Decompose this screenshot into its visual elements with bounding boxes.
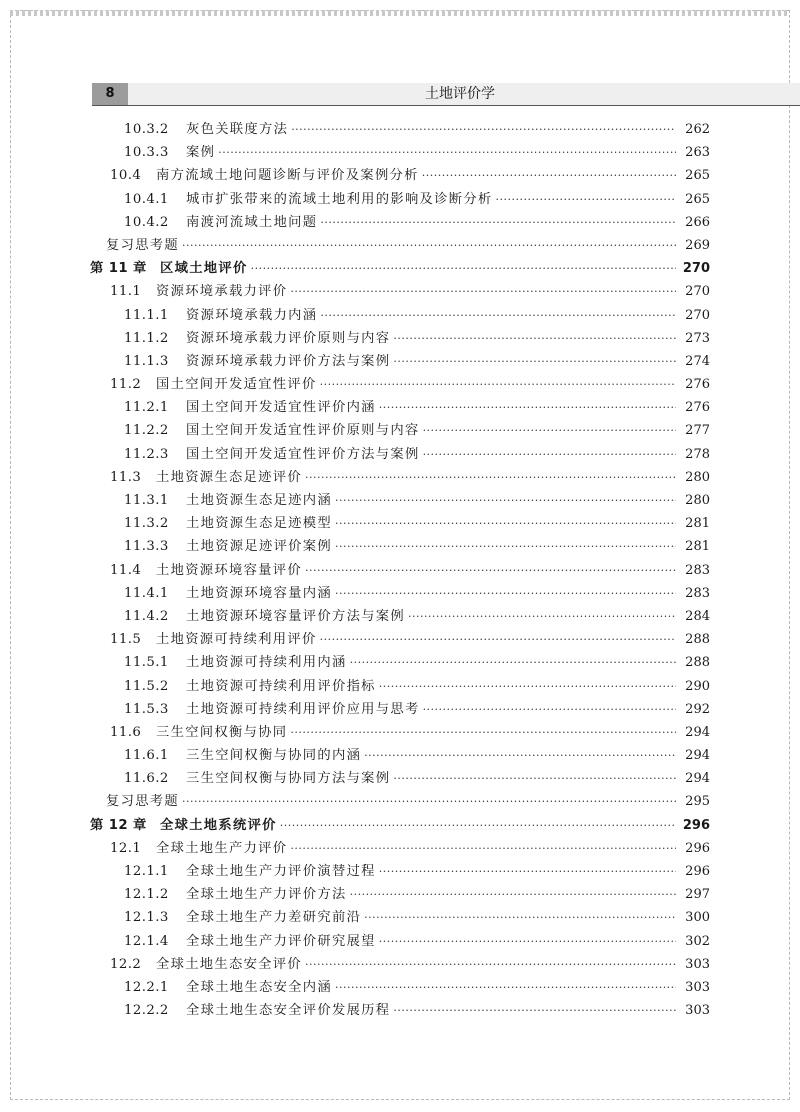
toc-entry-page: 265 xyxy=(685,191,710,207)
toc-entry-title: 全球土地生产力差研究前沿 xyxy=(186,910,362,926)
dot-leader xyxy=(218,141,676,164)
dot-leader xyxy=(335,976,676,999)
dot-leader xyxy=(320,373,676,396)
dot-leader xyxy=(335,582,676,605)
toc-entry-page: 278 xyxy=(685,446,710,462)
toc-entry-page: 280 xyxy=(685,493,710,508)
toc-entry-title: 国土空间开发适宜性评价 xyxy=(156,377,317,393)
toc-entry-title: 土地资源可持续利用评价应用与思考 xyxy=(186,701,420,717)
dot-leader xyxy=(393,350,676,373)
dot-leader xyxy=(182,234,676,257)
toc-entry[interactable] xyxy=(90,118,710,141)
toc-entry-number: 11.1.3 xyxy=(124,353,169,369)
dot-leader xyxy=(320,304,676,327)
toc-entry-page: 265 xyxy=(685,168,710,184)
toc-entry-title: 土地资源生态足迹评价 xyxy=(156,469,302,485)
toc-chapter-entry[interactable] xyxy=(90,257,710,280)
dot-leader xyxy=(291,118,676,141)
dot-leader xyxy=(290,721,676,744)
toc-entry-page: 270 xyxy=(685,307,710,323)
toc-entry-title: 全球土地生产力评价 xyxy=(156,840,288,856)
toc-entry[interactable] xyxy=(90,304,710,327)
toc-entry[interactable] xyxy=(90,419,710,442)
toc-entry-title: 全球土地生产力评价方法 xyxy=(186,887,347,903)
toc-entry-number: 11.5.1 xyxy=(124,655,169,671)
page-top-edge xyxy=(10,10,790,16)
dot-leader xyxy=(335,512,676,535)
toc-entry-number: 11.6.1 xyxy=(124,748,169,764)
dot-leader xyxy=(408,605,676,628)
toc-entry-number: 10.4.1 xyxy=(124,191,169,207)
toc-entry[interactable] xyxy=(90,628,710,651)
dot-leader xyxy=(182,790,676,813)
dot-leader xyxy=(320,211,676,234)
dot-leader xyxy=(350,651,676,674)
toc-entry[interactable] xyxy=(90,999,710,1022)
toc-entry[interactable] xyxy=(90,790,710,813)
toc-entry-title: 土地资源生态足迹模型 xyxy=(186,516,332,532)
toc-entry-page: 288 xyxy=(685,655,710,671)
toc-entry-title: 国土空间开发适宜性评价原则与内容 xyxy=(186,423,420,439)
toc-entry-page: 296 xyxy=(685,840,710,856)
table-of-contents xyxy=(90,118,710,1022)
toc-entry-title: 土地资源生态足迹内涵 xyxy=(186,493,332,508)
toc-entry-page: 302 xyxy=(685,933,710,949)
toc-entry-number: 10.4 xyxy=(110,168,142,184)
toc-entry[interactable] xyxy=(90,512,710,535)
toc-entry-number: 11.4 xyxy=(110,562,142,578)
toc-entry-page: 294 xyxy=(685,724,710,740)
toc-entry-page: 284 xyxy=(685,608,710,624)
toc-entry[interactable] xyxy=(90,930,710,953)
toc-entry[interactable] xyxy=(90,605,710,628)
toc-entry-page: 276 xyxy=(685,377,710,393)
toc-entry-number: 12.2.2 xyxy=(124,1003,169,1019)
dot-leader xyxy=(290,280,676,303)
toc-entry-title: 三生空间权衡与协同方法与案例 xyxy=(186,771,391,787)
toc-entry-page: 288 xyxy=(685,632,710,648)
book-title: 土地评价学 xyxy=(425,86,495,102)
toc-entry-number: 11.1 xyxy=(110,284,142,300)
dot-leader xyxy=(305,559,676,582)
toc-entry-title: 全球土地系统评价 xyxy=(160,817,277,833)
toc-entry-title: 土地资源可持续利用评价 xyxy=(156,632,317,648)
toc-entry-title: 全球土地生态安全评价发展历程 xyxy=(186,1003,391,1019)
toc-entry-page: 300 xyxy=(685,910,710,926)
toc-entry-title: 灰色关联度方法 xyxy=(186,122,289,137)
toc-entry-title: 全球土地生产力评价研究展望 xyxy=(186,933,376,949)
toc-entry-page: 270 xyxy=(685,284,710,300)
toc-entry[interactable] xyxy=(90,373,710,396)
toc-entry-number: 11.5.3 xyxy=(124,701,169,717)
toc-entry-number: 11.3.2 xyxy=(124,516,169,532)
toc-entry-number: 11.6.2 xyxy=(124,771,169,787)
toc-entry-title: 三生空间权衡与协同的内涵 xyxy=(186,748,362,764)
dot-leader xyxy=(423,443,676,466)
toc-entry[interactable] xyxy=(90,535,710,558)
toc-entry-number: 11.2.1 xyxy=(124,400,169,416)
toc-entry-title: 土地资源环境容量评价 xyxy=(156,562,302,578)
toc-entry-page: 281 xyxy=(685,516,710,532)
dot-leader xyxy=(305,953,676,976)
dot-leader xyxy=(422,164,676,187)
toc-entry[interactable] xyxy=(90,188,710,211)
dot-leader xyxy=(335,489,676,512)
toc-entry-title: 南方流域土地问题诊断与评价及案例分析 xyxy=(156,168,419,184)
toc-entry[interactable] xyxy=(90,396,710,419)
dot-leader xyxy=(305,466,676,489)
toc-entry-number: 11.5 xyxy=(110,632,142,648)
toc-entry-title: 土地资源环境容量内涵 xyxy=(186,585,332,601)
toc-entry-page: 290 xyxy=(685,678,710,694)
toc-chapter-entry[interactable] xyxy=(90,814,710,837)
toc-entry-title: 案例 xyxy=(186,145,216,161)
toc-entry-number: 12.2.1 xyxy=(124,979,169,995)
dot-leader xyxy=(335,535,676,558)
toc-entry-page: 269 xyxy=(685,237,710,253)
toc-entry-number: 10.3.3 xyxy=(124,145,169,161)
toc-entry[interactable] xyxy=(90,443,710,466)
toc-entry[interactable] xyxy=(90,280,710,303)
dot-leader xyxy=(379,860,676,883)
toc-entry-page: 281 xyxy=(685,539,710,555)
toc-entry-number: 10.3.2 xyxy=(124,122,169,137)
toc-entry-page: 296 xyxy=(685,864,710,879)
toc-entry[interactable] xyxy=(90,698,710,721)
toc-entry-number: 12.1.3 xyxy=(124,910,169,926)
toc-entry-number: 11.3.1 xyxy=(124,493,169,508)
toc-entry-title: 国土空间开发适宜性评价方法与案例 xyxy=(186,446,420,462)
toc-entry-page: 270 xyxy=(682,261,710,277)
dot-leader xyxy=(393,767,676,790)
dot-leader xyxy=(496,188,676,211)
toc-entry[interactable] xyxy=(90,860,710,883)
toc-entry-number: 11.5.2 xyxy=(124,678,169,694)
toc-entry-page: 292 xyxy=(685,701,710,717)
toc-entry-title: 资源环境承载力评价原则与内容 xyxy=(186,330,391,346)
toc-entry-title: 城市扩张带来的流域土地利用的影响及诊断分析 xyxy=(186,191,493,207)
toc-entry-number: 第 12 章 xyxy=(90,817,147,833)
dot-leader xyxy=(379,396,676,419)
toc-entry-title: 复习思考题 xyxy=(106,794,179,810)
toc-entry-page: 266 xyxy=(685,214,710,230)
toc-entry-number: 11.2.3 xyxy=(124,446,169,462)
toc-entry[interactable] xyxy=(90,559,710,582)
toc-entry-title: 全球土地生态安全内涵 xyxy=(186,979,332,995)
toc-entry[interactable] xyxy=(90,234,710,257)
toc-entry-page: 294 xyxy=(685,771,710,787)
toc-entry-title: 全球土地生产力评价演替过程 xyxy=(186,864,376,879)
toc-entry[interactable] xyxy=(90,675,710,698)
toc-entry-title: 全球土地生态安全评价 xyxy=(156,956,302,972)
toc-entry-page: 303 xyxy=(685,979,710,995)
toc-entry-page: 262 xyxy=(685,122,710,137)
dot-leader xyxy=(280,814,676,837)
dot-leader xyxy=(290,837,676,860)
dot-leader xyxy=(350,883,676,906)
toc-entry-number: 11.1.1 xyxy=(124,307,169,323)
toc-entry-title: 南渡河流域土地问题 xyxy=(186,214,318,230)
toc-entry[interactable] xyxy=(90,837,710,860)
toc-entry-number: 11.6 xyxy=(110,724,142,740)
toc-entry-title: 区域土地评价 xyxy=(160,261,248,277)
toc-entry-number: 12.1.2 xyxy=(124,887,169,903)
toc-entry[interactable] xyxy=(90,489,710,512)
toc-entry-page: 295 xyxy=(685,794,710,810)
toc-entry-page: 277 xyxy=(685,423,710,439)
toc-entry-page: 296 xyxy=(682,817,710,833)
toc-entry[interactable] xyxy=(90,744,710,767)
dot-leader xyxy=(423,419,676,442)
dot-leader xyxy=(379,675,676,698)
toc-entry-number: 12.2 xyxy=(110,956,142,972)
toc-entry-page: 303 xyxy=(685,956,710,972)
toc-entry-page: 274 xyxy=(685,353,710,369)
toc-entry[interactable] xyxy=(90,953,710,976)
toc-entry-title: 土地资源可持续利用评价指标 xyxy=(186,678,376,694)
toc-entry-page: 263 xyxy=(685,145,710,161)
toc-entry-title: 资源环境承载力内涵 xyxy=(186,307,318,323)
toc-entry[interactable] xyxy=(90,164,710,187)
toc-entry-title: 三生空间权衡与协同 xyxy=(156,724,288,740)
toc-entry-title: 国土空间开发适宜性评价内涵 xyxy=(186,400,376,416)
toc-entry[interactable] xyxy=(90,582,710,605)
toc-entry[interactable] xyxy=(90,651,710,674)
toc-entry-page: 273 xyxy=(685,330,710,346)
toc-entry-number: 11.4.1 xyxy=(124,585,169,601)
dot-leader xyxy=(393,999,676,1022)
toc-entry-number: 11.2 xyxy=(110,377,142,393)
toc-entry[interactable] xyxy=(90,211,710,234)
toc-entry-page: 276 xyxy=(685,400,710,416)
toc-entry-title: 土地资源环境容量评价方法与案例 xyxy=(186,608,405,624)
toc-entry[interactable] xyxy=(90,327,710,350)
toc-entry-number: 11.4.2 xyxy=(124,608,169,624)
toc-entry[interactable] xyxy=(90,350,710,373)
dot-leader xyxy=(364,906,676,929)
dot-leader xyxy=(251,257,676,280)
toc-entry-number: 12.1.1 xyxy=(124,864,169,879)
toc-entry-title: 资源环境承载力评价 xyxy=(156,284,288,300)
dot-leader xyxy=(379,930,676,953)
toc-entry-title: 土地资源足迹评价案例 xyxy=(186,539,332,555)
toc-entry-title: 资源环境承载力评价方法与案例 xyxy=(186,353,391,369)
toc-entry[interactable] xyxy=(90,883,710,906)
page-number: 8 xyxy=(105,86,115,101)
toc-entry-number: 11.1.2 xyxy=(124,330,169,346)
toc-entry[interactable] xyxy=(90,466,710,489)
dot-leader xyxy=(364,744,676,767)
toc-entry[interactable] xyxy=(90,976,710,999)
toc-entry-page: 283 xyxy=(685,585,710,601)
toc-entry-number: 12.1 xyxy=(110,840,142,856)
toc-entry-number: 11.3 xyxy=(110,469,142,485)
toc-entry[interactable] xyxy=(90,767,710,790)
toc-entry-number: 12.1.4 xyxy=(124,933,169,949)
toc-entry-number: 11.2.2 xyxy=(124,423,169,439)
dot-leader xyxy=(393,327,676,350)
toc-entry-number: 第 11 章 xyxy=(90,261,147,277)
dot-leader xyxy=(320,628,676,651)
toc-entry-number: 10.4.2 xyxy=(124,214,169,230)
toc-entry-title: 复习思考题 xyxy=(106,237,179,253)
toc-entry[interactable] xyxy=(90,141,710,164)
toc-entry-page: 297 xyxy=(685,887,710,903)
toc-entry-page: 283 xyxy=(685,562,710,578)
toc-entry-page: 303 xyxy=(685,1003,710,1019)
dot-leader xyxy=(423,698,676,721)
toc-entry-page: 280 xyxy=(685,469,710,485)
toc-entry-title: 土地资源可持续利用内涵 xyxy=(186,655,347,671)
toc-entry-number: 11.3.3 xyxy=(124,539,169,555)
toc-entry[interactable] xyxy=(90,906,710,929)
toc-entry[interactable] xyxy=(90,721,710,744)
toc-entry-page: 294 xyxy=(685,748,710,764)
